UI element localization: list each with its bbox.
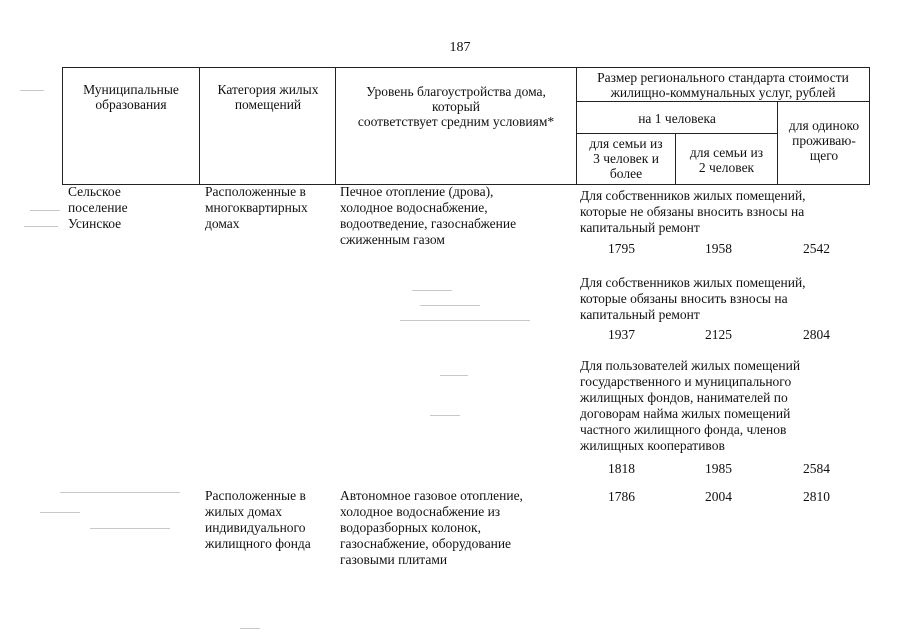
group3-value-family2: 1985 — [705, 461, 732, 476]
group1-value-single: 2542 — [803, 241, 830, 256]
row2-value-single: 2810 — [803, 489, 830, 504]
page-number: 187 — [449, 40, 471, 55]
group3-value-single: 2584 — [803, 461, 830, 476]
row1-category: Расположенные в многоквартирных домах — [205, 184, 308, 231]
row2-category: Расположенные в жилых домах индивидуального жилищного фонда — [205, 488, 311, 551]
row2-value-family3: 1786 — [608, 489, 635, 504]
row2-level: Автономное газовое отопление, холодное водоснабжение из водоразборных колонок, газоснабжение, оборудование газовыми плитами — [340, 488, 523, 567]
header-per-person: на 1 человека — [638, 111, 716, 126]
group3-value-family3: 1818 — [608, 461, 635, 476]
header-category: Категория жилых помещений — [217, 82, 319, 112]
header-single: для одиноко проживаю- щего — [788, 118, 860, 163]
group2-value-family2: 2125 — [705, 327, 732, 342]
group1-value-family3: 1795 — [608, 241, 635, 256]
group2-value-single: 2804 — [803, 327, 830, 342]
header-family3: для семьи из 3 человек и более — [589, 136, 663, 181]
municipality-cell: Сельское поселение Усинское — [68, 184, 128, 231]
group3-label: Для пользователей жилых помещений государственного и муниципального жилищных фондов, нанимателей по договорам найма жилых помещений частного жилищного фонда, членов жилищных кооперативов — [580, 358, 801, 453]
group2-value-family3: 1937 — [608, 327, 635, 342]
row2-value-family2: 2004 — [705, 489, 732, 504]
header-standard-title: Размер регионального стандарта стоимости жилищно-коммунальных услуг, рублей — [597, 70, 849, 100]
header-family2: для семьи из 2 человек — [689, 145, 764, 175]
group1-value-family2: 1958 — [705, 241, 732, 256]
row1-level: Печное отопление (дрова), холодное водоснабжение, водоотведение, газоснабжение сжиженным газом — [340, 184, 517, 247]
group1-label: Для собственников жилых помещений, которые не обязаны вносить взносы на капитальный ремонт — [580, 188, 806, 235]
header-municipality: Муниципальные образования — [83, 82, 179, 112]
header-level: Уровень благоустройства дома, который соответствует средним условиям* — [357, 84, 555, 129]
group2-label: Для собственников жилых помещений, которые обязаны вносить взносы на капитальный ремонт — [580, 275, 806, 322]
